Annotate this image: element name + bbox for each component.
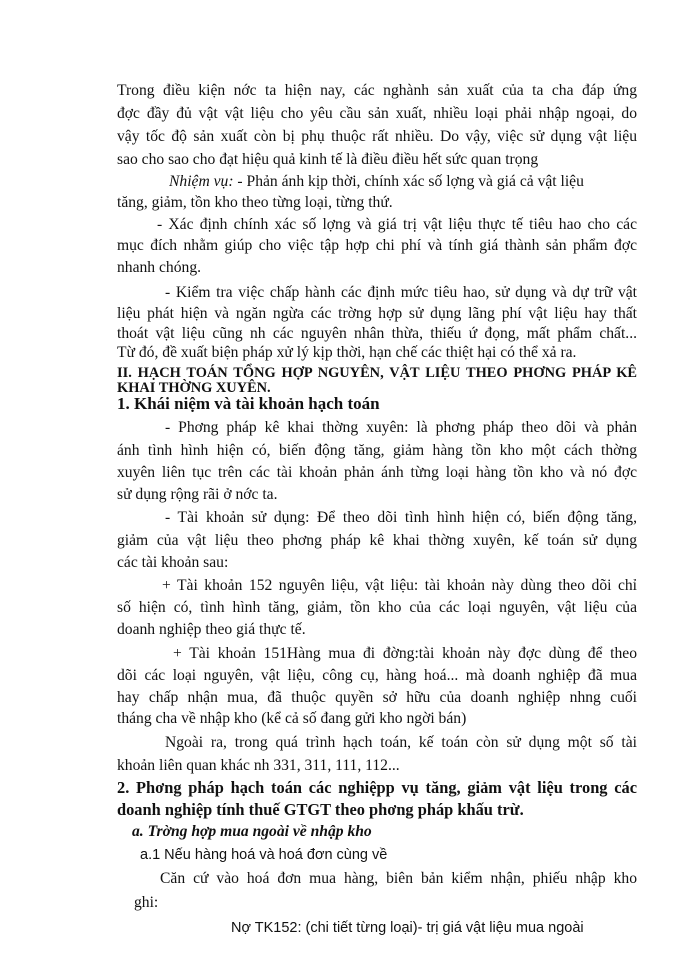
text-line: - Tài khoản sử dụng: Để theo dõi tình hình hiện có, biến động tăng,: [165, 509, 637, 526]
text-line: - Phơng pháp kê khai thờng xuyên: là phơng pháp theo dõi và phản: [165, 419, 637, 436]
text-line: sử dụng rộng rãi ở nớc ta.: [117, 486, 278, 503]
text-line: tháng cha về nhập kho (kể cả số đang gửi kho ngời bán): [117, 710, 467, 727]
subsection-heading: doanh nghiệp tính thuế GTGT theo phơng pháp khấu trừ.: [117, 800, 524, 819]
text-line: mục đích nhằm giúp cho việc tập hợp chi phí và tính giá thành sản phẩm đợc: [117, 237, 637, 254]
text-line: Trong điều kiện nớc ta hiện nay, các nghành sản xuất của ta cha đáp ứng: [117, 82, 637, 99]
text-line: + Tài khoản 152 nguyên liệu, vật liệu: tài khoản này dùng theo dõi chỉ: [162, 577, 637, 594]
text-line: dõi các loại nguyên, vật liệu, công cụ, hàng hoá... mà doanh nghiệp đã mua: [117, 667, 637, 684]
text-line: ghi:: [134, 894, 159, 911]
text-line: tăng, giảm, tồn kho theo từng loại, từng thứ.: [117, 194, 393, 211]
journal-entry: Nợ TK152: (chi tiết từng loại)- trị giá vật liệu mua ngoài: [231, 920, 584, 936]
text-line: Ngoài ra, trong quá trình hạch toán, kế toán còn sử dụng một số tài: [165, 734, 637, 751]
text-line: vậy tốc độ sản xuất còn bị phụ thuộc rất nhiều. Do vậy, việc sử dụng vật liệu: [117, 128, 637, 145]
text-line: giảm của vật liệu theo phơng pháp kê khai thờng xuyên, kế toán sử dụng: [117, 532, 637, 549]
text-line: Căn cứ vào hoá đơn mua hàng, biên bản kiểm nhận, phiếu nhập kho: [160, 870, 637, 887]
text-line: - Kiểm tra việc chấp hành các định mức tiêu hao, sử dụng và dự trữ vật: [165, 284, 637, 301]
subsection-heading: 2. Phơng pháp hạch toán các nghiệpp vụ tăng, giảm vật liệu trong các: [117, 778, 637, 797]
text-line: thoát vật liệu cũng nh các nguyên nhân thừa, thiếu ứ đọng, mất phẩm chất...: [117, 325, 637, 342]
text-line: Từ đó, đề xuất biện pháp xử lý kịp thời, hạn chế các thiệt hại có thể xả ra.: [117, 344, 577, 361]
text-line: nhanh chóng.: [117, 259, 202, 276]
text-span: - Phản ánh kịp thời, chính xác số lợng và giá cả vật liệu: [233, 173, 584, 190]
case-heading: a. Trờng hợp mua ngoài về nhập kho: [132, 823, 372, 840]
text-line: + Tài khoản 151Hàng mua đi đờng:tài khoản này đợc dùng để theo: [173, 645, 637, 662]
text-line: ánh tình hình hiện có, biến động tăng, giảm hàng tồn kho một cách thờng: [117, 442, 637, 459]
section-heading: KHAI THỜNG XUYÊN.: [117, 380, 271, 396]
text-line: khoản liên quan khác nh 331, 311, 111, 112...: [117, 757, 400, 774]
section-heading: II. HẠCH TOÁN TỔNG HỢP NGUYÊN, VẬT LIỆU THEO PHƠNG PHÁP KÊ: [117, 365, 637, 381]
duties-label: Nhiệm vụ:: [169, 173, 234, 190]
text-line: các tài khoản sau:: [117, 554, 229, 571]
text-line: số hiện có, tình hình tăng, giảm, tồn kho của các loại nguyên, vật liệu của: [117, 599, 637, 616]
case-subheading: a.1 Nếu hàng hoá và hoá đơn cùng về: [140, 847, 388, 863]
text-line: đợc đầy đủ vật vật liệu cho yêu cầu sản xuất, nhiều loại phải nhập ngoại, do: [117, 105, 637, 122]
text-line: sao cho sao cho đạt hiệu quả kinh tế là điều điều hết sức quan trọng: [117, 151, 539, 168]
duties-line: [169, 172, 639, 192]
text-line: hay chấp nhận mua, đã thuộc quyền sở hữu của doanh nghiệp nhng cuối: [117, 689, 637, 706]
text-line: doanh nghiệp theo giá thực tế.: [117, 621, 306, 638]
text-line: - Xác định chính xác số lợng và giá trị vật liệu thực tế tiêu hao cho các: [157, 216, 637, 233]
text-line: liệu phát hiện và ngăn ngừa các trờng hợp sử dụng lãng phí vật liệu hay thất: [117, 305, 637, 322]
text-line: xuyên liên tục trên các tài khoản phản ánh từng loại hàng tồn kho và nó đợc: [117, 464, 637, 481]
subsection-heading: 1. Khái niệm và tài khoản hạch toán: [117, 394, 380, 413]
